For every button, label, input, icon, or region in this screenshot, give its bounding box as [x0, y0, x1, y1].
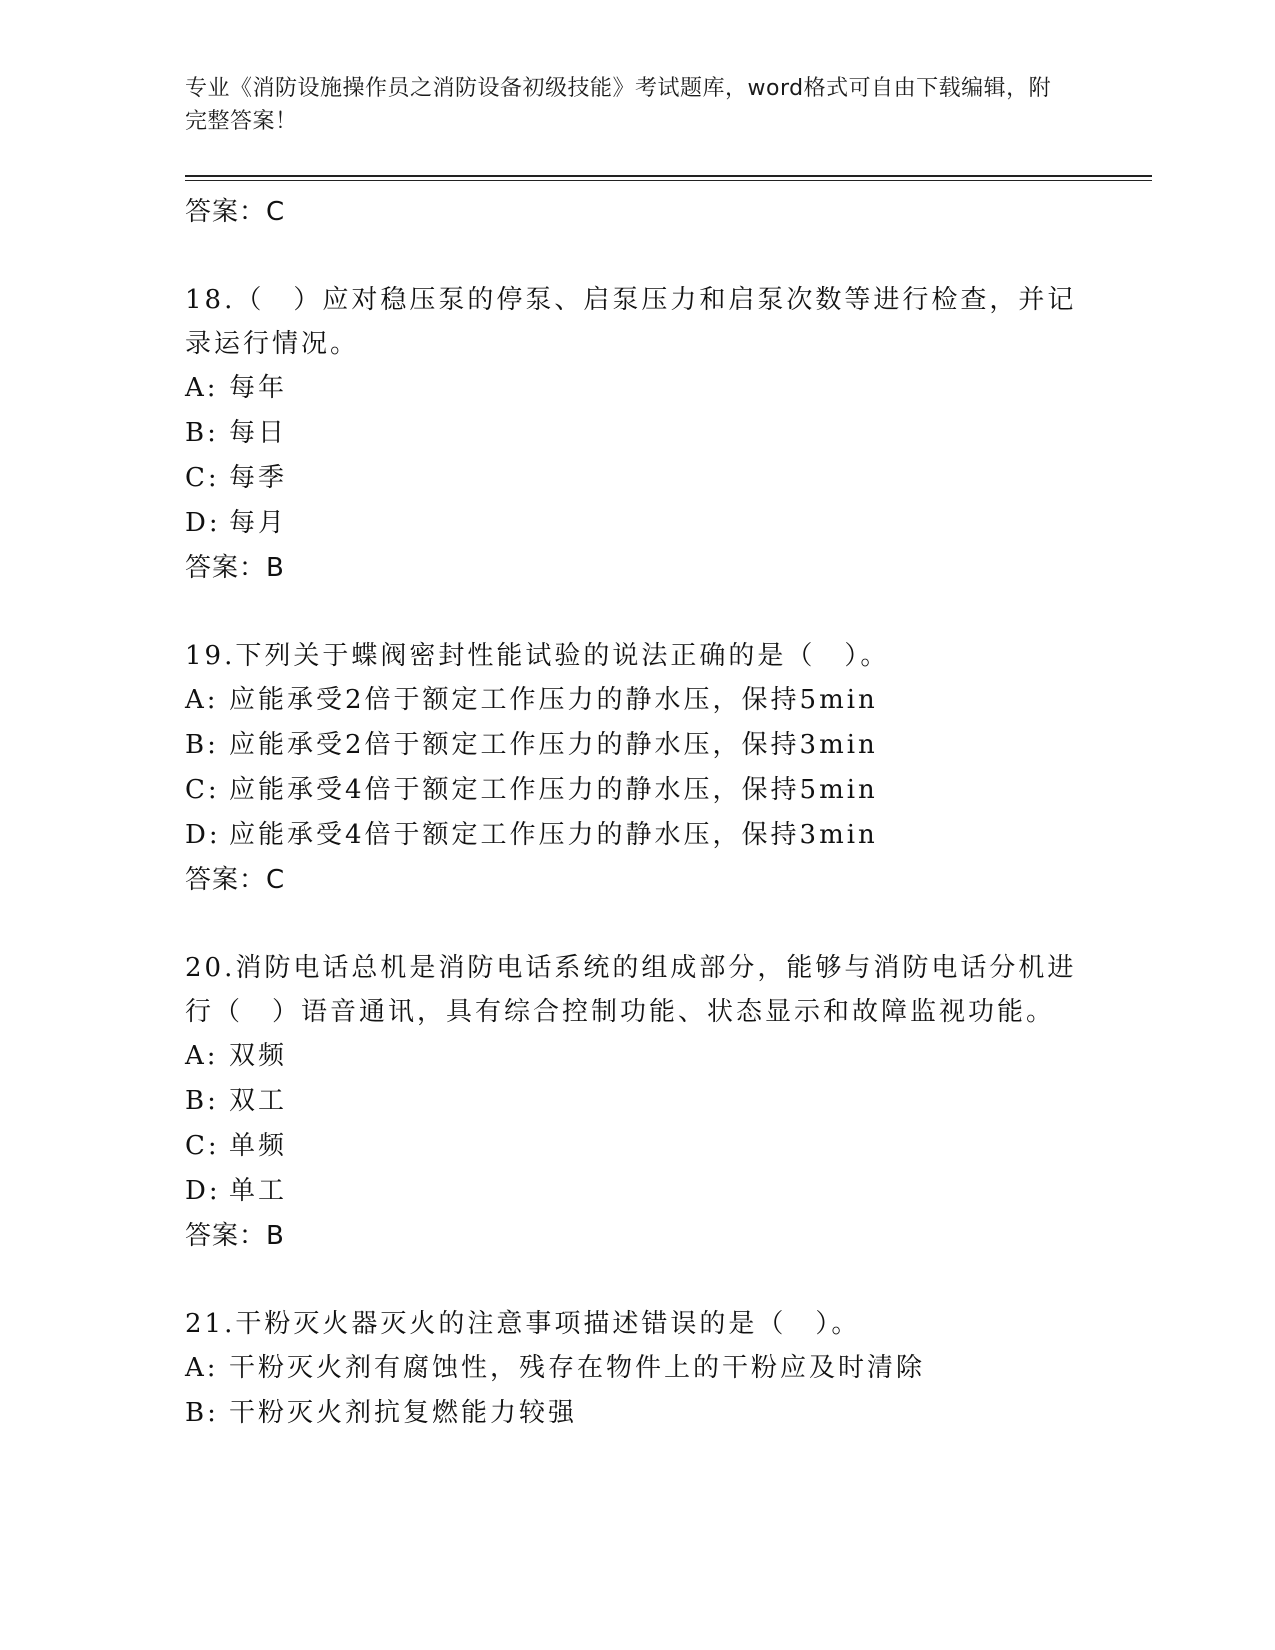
question-block	[185, 1302, 1085, 1436]
option-b	[185, 1391, 1085, 1436]
option-d	[185, 501, 1085, 546]
option-d	[185, 1169, 1085, 1214]
page-header: 专业《消防设施操作员之消防设备初级技能》考试题库，word格式可自由下载编辑，附完整答案！	[185, 76, 1052, 134]
document-body	[185, 190, 1085, 1436]
question-block	[185, 634, 1085, 902]
option-a	[185, 1034, 1085, 1079]
option-c	[185, 1124, 1085, 1169]
option-text: 应能承受2倍于额定工作压力的静水压，保持5min	[229, 685, 878, 715]
option-letter: C:	[185, 775, 220, 805]
option-letter: D:	[185, 508, 221, 538]
answer-line: 答案：C	[185, 197, 286, 227]
option-text: 每月	[229, 508, 288, 538]
option-text: 应能承受4倍于额定工作压力的静水压，保持5min	[229, 775, 878, 805]
option-c	[185, 768, 1085, 813]
option-letter: B:	[185, 418, 219, 448]
question-block	[185, 946, 1085, 1258]
option-text: 单频	[229, 1131, 288, 1161]
option-letter: D:	[185, 820, 221, 850]
option-text: 每日	[229, 418, 288, 448]
option-letter: A:	[185, 685, 219, 715]
answer-line: 答案：C	[185, 865, 286, 895]
option-c	[185, 456, 1085, 501]
option-letter: B:	[185, 1086, 219, 1116]
option-letter: A:	[185, 1353, 219, 1383]
option-text: 双工	[229, 1086, 288, 1116]
option-letter: B:	[185, 1398, 219, 1428]
option-letter: B:	[185, 730, 219, 760]
option-text: 应能承受2倍于额定工作压力的静水压，保持3min	[229, 730, 878, 760]
option-text: 双频	[229, 1041, 288, 1071]
option-b	[185, 411, 1085, 456]
option-a	[185, 366, 1085, 411]
option-letter: C:	[185, 463, 220, 493]
option-b	[185, 1079, 1085, 1124]
question-stem: 20.消防电话总机是消防电话系统的组成部分，能够与消防电话分机进行（ ）语音通讯，具有综合控制功能、状态显示和故障监视功能。	[185, 953, 1077, 1027]
option-text: 干粉灭火剂抗复燃能力较强	[229, 1398, 578, 1428]
answer-line: 答案：B	[185, 1221, 285, 1251]
question-stem: 18.（ ）应对稳压泵的停泵、启泵压力和启泵次数等进行检查，并记录运行情况。	[185, 285, 1077, 359]
option-text: 单工	[229, 1176, 288, 1206]
option-letter: C:	[185, 1131, 220, 1161]
answer-line: 答案：B	[185, 553, 285, 583]
option-d	[185, 813, 1085, 858]
option-text: 每季	[229, 463, 288, 493]
option-letter: A:	[185, 373, 219, 403]
option-letter: A:	[185, 1041, 219, 1071]
option-a	[185, 678, 1085, 723]
question-stem: 21.干粉灭火器灭火的注意事项描述错误的是（ ）。	[185, 1309, 861, 1339]
option-letter: D:	[185, 1176, 221, 1206]
option-text: 干粉灭火剂有腐蚀性，残存在物件上的干粉应及时清除	[229, 1353, 926, 1383]
question-stem: 19.下列关于蝶阀密封性能试验的说法正确的是（ ）。	[185, 641, 890, 671]
option-a	[185, 1346, 1085, 1391]
option-b	[185, 723, 1085, 768]
option-text: 每年	[229, 373, 288, 403]
question-block	[185, 278, 1085, 590]
option-text: 应能承受4倍于额定工作压力的静水压，保持3min	[229, 820, 878, 850]
header-divider	[185, 175, 1152, 177]
header-divider-thin	[185, 180, 1152, 181]
